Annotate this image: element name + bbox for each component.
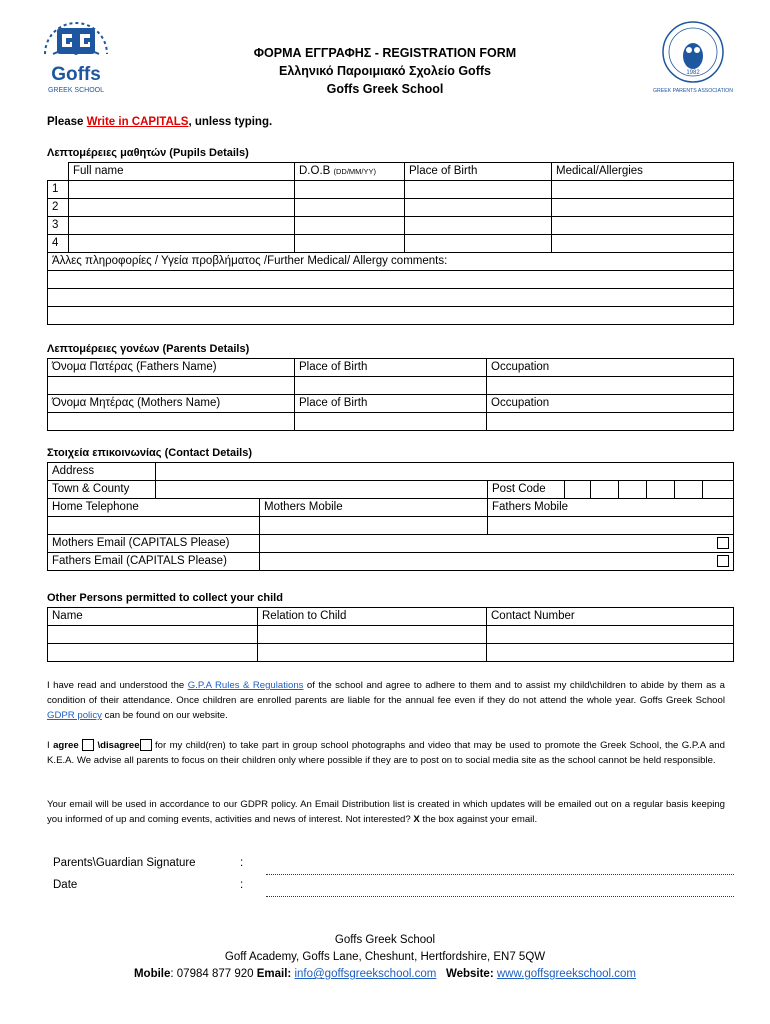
email-text-b: the box against your email. [419, 814, 538, 825]
pupil-dob-field[interactable] [295, 217, 405, 235]
further-medical-field[interactable] [48, 289, 734, 307]
mother-occupation-label: Occupation [487, 395, 734, 413]
col-medical: Medical/Allergies [552, 163, 734, 181]
consent-text-c: for my child(ren) to take part in group school photographs and video that may be used to promote the Greek School, the G.P.A and K.E.A. We advise all parents to focus on their children only where possible if they are to post on to social media site as the school cannot be held responsible. [47, 740, 725, 766]
pupil-medical-field[interactable] [552, 217, 734, 235]
town-label: Town & County [48, 481, 156, 499]
postcode-label: Post Code [488, 481, 565, 499]
form-title: ΦΟΡΜΑ ΕΓΓΡΑΦΗΣ - REGISTRATION FORM [253, 46, 517, 60]
agree-checkbox[interactable] [82, 739, 94, 751]
further-medical-label: Άλλες πληροφορίες / Υγεία προβλήματος /Further Medical/ Allergy comments: [48, 253, 734, 271]
pupil-name-field[interactable] [69, 181, 295, 199]
rules-link[interactable]: G.P.A Rules & Regulations [187, 680, 304, 691]
further-medical-label-row [48, 253, 734, 271]
mother-name-field[interactable] [48, 413, 295, 431]
capitals-note [47, 116, 272, 128]
date-colon: : [240, 879, 244, 891]
pupil-name-field[interactable] [69, 199, 295, 217]
signature-line[interactable] [266, 874, 734, 875]
pupil-name-field[interactable] [69, 235, 295, 253]
postcode-char[interactable] [619, 481, 647, 499]
mother-pob-field[interactable] [295, 413, 487, 431]
footer [0, 932, 770, 983]
svg-text:GREEK PARENTS ASSOCIATION: GREEK PARENTS ASSOCIATION [653, 88, 733, 94]
disagree-checkbox[interactable] [140, 739, 152, 751]
rules-text-b: of the school and agree to adhere to them and to assist my child\children to abide by them as a condition of their attendance. Once children are enrolled parents are liable for the annual fee even if they do not attend the whole year. Goffs Greek School [47, 680, 725, 706]
pupil-dob-field[interactable] [295, 199, 405, 217]
contact-table [47, 462, 734, 571]
footer-address: Goff Academy, Goffs Lane, Cheshunt, Hertfordshire, EN7 5QW [224, 951, 546, 963]
pupils-header-row [48, 163, 734, 181]
date-label: Date [53, 879, 78, 891]
svg-text:GREEK SCHOOL: GREEK SCHOOL [47, 87, 105, 94]
signature-colon: : [240, 857, 244, 869]
blank-cell [48, 163, 69, 181]
pupil-pob-field[interactable] [405, 199, 552, 217]
x-mark: X [413, 814, 420, 825]
pupil-dob-field[interactable] [295, 181, 405, 199]
row-number: 4 [48, 235, 69, 253]
rules-paragraph [47, 678, 725, 723]
email-link[interactable]: info@goffsgreekschool.com [294, 968, 437, 980]
consent-text-a: I [47, 740, 54, 751]
svg-text:Goffs: Goffs [51, 64, 101, 85]
email-label: Email [256, 968, 288, 980]
others-relation-field[interactable] [258, 626, 487, 644]
father-pob-field[interactable] [295, 377, 487, 395]
pupil-row-3 [48, 217, 734, 235]
mothers-mobile-field[interactable] [260, 517, 488, 535]
pupil-pob-field[interactable] [405, 181, 552, 199]
pupil-medical-field[interactable] [552, 235, 734, 253]
pupil-pob-field[interactable] [405, 235, 552, 253]
dob-label: D.O.B [299, 165, 331, 177]
photo-consent-paragraph [47, 738, 725, 768]
col-full-name: Full name [69, 163, 295, 181]
mothers-email-field[interactable] [260, 535, 734, 553]
father-name-label: Όνομα Πατέρας (Fathers Name) [48, 359, 295, 377]
school-name: Goffs Greek School [326, 82, 444, 96]
father-occupation-label: Occupation [487, 359, 734, 377]
website-label: Website [445, 968, 490, 980]
mother-name-label: Όνομα Μητέρας (Mothers Name) [48, 395, 295, 413]
col-place-of-birth: Place of Birth [405, 163, 552, 181]
postcode-char[interactable] [675, 481, 703, 499]
note-emphasis: Write in CAPITALS [86, 116, 189, 128]
others-relation-label: Relation to Child [258, 608, 487, 626]
mothers-email-label: Mothers Email (CAPITALS Please) [48, 535, 260, 553]
others-contact-label: Contact Number [487, 608, 734, 626]
pupil-medical-field[interactable] [552, 181, 734, 199]
website-link[interactable]: www.goffsgreekschool.com [496, 968, 637, 980]
parents-section-title: Λεπτομέρειες γονέων (Parents Details) [47, 343, 250, 355]
address-label: Address [48, 463, 156, 481]
consent-separator: \ [97, 740, 101, 751]
fathers-mobile-field[interactable] [488, 517, 734, 535]
email-text-a: Your email will be used in accordance to our GDPR policy. An Email Distribution list is created in which updates will be emailed out on a regular basis keeping you informed of up and coming events, activities and news of interest. Not interested? [47, 799, 725, 825]
pupil-row-4 [48, 235, 734, 253]
others-name-label: Name [48, 608, 258, 626]
pupil-medical-field[interactable] [552, 199, 734, 217]
fathers-email-label: Fathers Email (CAPITALS Please) [48, 553, 260, 571]
row-number: 2 [48, 199, 69, 217]
note-post: , unless typing. [188, 116, 273, 128]
mother-occupation-field[interactable] [487, 413, 734, 431]
fathers-email-field[interactable] [260, 553, 734, 571]
further-medical-field[interactable] [48, 307, 734, 325]
note-pre: Please [47, 116, 87, 128]
agree-label: agree [53, 740, 79, 751]
mothers-email-optout-checkbox[interactable] [717, 537, 729, 549]
row-number: 3 [48, 217, 69, 235]
school-logo [35, 14, 117, 96]
home-tel-label: Home Telephone [48, 499, 260, 517]
pupils-section-title: Λεπτομέρειες μαθητών (Pupils Details) [47, 147, 249, 159]
pupil-name-field[interactable] [69, 217, 295, 235]
pupil-row-1 [48, 181, 734, 199]
town-field[interactable] [156, 481, 488, 499]
fathers-mobile-label: Fathers Mobile [488, 499, 734, 517]
pupil-dob-field[interactable] [295, 235, 405, 253]
postcode-char[interactable] [591, 481, 619, 499]
others-relation-field[interactable] [258, 644, 487, 662]
father-occupation-field[interactable] [487, 377, 734, 395]
col-dob [295, 163, 405, 181]
postcode-char[interactable] [565, 481, 591, 499]
signature-label: Parents\Guardian Signature [53, 857, 196, 869]
pupils-table [47, 162, 734, 325]
rules-text-a: I have read and understood the [47, 680, 188, 691]
mother-pob-label: Place of Birth [295, 395, 487, 413]
postcode-char[interactable] [703, 481, 734, 499]
email-policy-paragraph [47, 797, 725, 827]
others-name-field[interactable] [48, 626, 258, 644]
row-number: 1 [48, 181, 69, 199]
others-contact-field[interactable] [487, 626, 734, 644]
form-header [180, 44, 590, 98]
rules-text-c: can be found on our website. [101, 710, 228, 721]
pupil-pob-field[interactable] [405, 217, 552, 235]
school-greek-name: Ελληνικό Παροιμιακό Σχολείο Goffs [279, 64, 491, 78]
footer-contacts: Mobile: 07984 877 920 Email: info@goffsgreekschool.com Website: www.goffsgreekschool.com [133, 968, 637, 980]
others-section-title: Other Persons permitted to collect your child [47, 592, 283, 604]
others-contact-field[interactable] [487, 644, 734, 662]
mobile-label: Mobile [133, 968, 171, 980]
mobile-number: : 07984 877 920 [170, 968, 254, 980]
mothers-mobile-label: Mothers Mobile [260, 499, 488, 517]
parents-table [47, 358, 734, 431]
book-emblem-icon [35, 14, 117, 96]
father-name-field[interactable] [48, 377, 295, 395]
owl-seal-icon [650, 18, 736, 96]
disagree-label: disagree [100, 740, 140, 751]
fathers-email-optout-checkbox[interactable] [717, 555, 729, 567]
postcode-char[interactable] [647, 481, 675, 499]
further-medical-field[interactable] [48, 271, 734, 289]
gdpr-link[interactable]: GDPR policy [47, 710, 102, 721]
others-name-field[interactable] [48, 644, 258, 662]
father-pob-label: Place of Birth [295, 359, 487, 377]
date-line[interactable] [266, 896, 734, 897]
pupil-row-2 [48, 199, 734, 217]
parents-association-logo [650, 18, 736, 96]
home-tel-field[interactable] [48, 517, 260, 535]
footer-school-name: Goffs Greek School [334, 934, 436, 946]
address-field[interactable] [156, 463, 734, 481]
contact-section-title: Στοιχεία επικοινωνίας (Contact Details) [47, 447, 252, 459]
dob-format: (DD/MM/YY) [333, 167, 377, 176]
svg-text:1982: 1982 [686, 70, 700, 76]
others-table [47, 607, 734, 662]
